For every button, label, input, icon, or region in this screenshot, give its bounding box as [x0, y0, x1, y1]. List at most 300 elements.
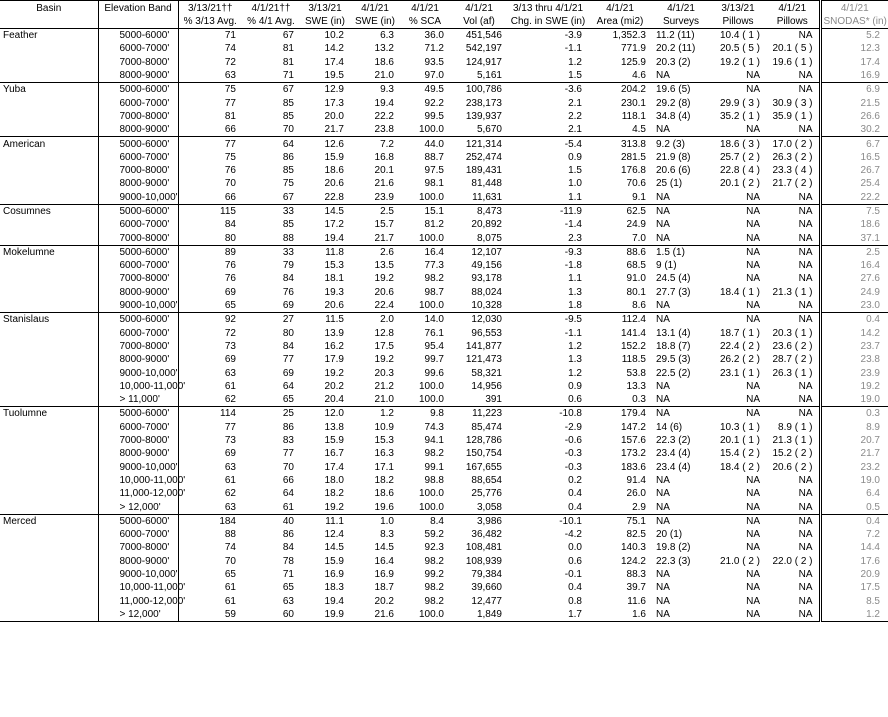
header-cell-r2-c12: Pillows — [766, 15, 820, 29]
data-cell: 76 — [224, 165, 236, 177]
data-cell: 100.0 — [418, 124, 444, 136]
data-cell: 100.0 — [418, 488, 444, 500]
data-cell: 12.8 — [374, 327, 394, 339]
data-cell: 19.4 — [374, 97, 394, 109]
basin-name-cell — [0, 56, 98, 69]
data-cell: 18.0 — [324, 474, 344, 486]
data-cell: 88.7 — [424, 151, 444, 163]
data-cell: 81.2 — [424, 219, 444, 231]
data-cell: 21.7 — [324, 124, 344, 136]
snodas-cell: 14.2 — [820, 327, 888, 340]
data-cell: NA — [798, 260, 813, 272]
data-cell: 69 — [224, 448, 236, 460]
data-cell: 313.8 — [588, 137, 652, 151]
data-cell: 11.8 — [300, 245, 350, 259]
data-cell: 17.1 — [374, 461, 394, 473]
data-cell: 81 — [282, 56, 294, 68]
data-cell: 25.7 ( 2 ) — [719, 151, 760, 163]
data-cell: 18.4 ( 2 ) — [719, 461, 760, 473]
data-cell: 13.1 (4) — [656, 327, 691, 339]
basin-name-cell — [0, 500, 98, 514]
data-cell: 29.2 (8) — [656, 97, 691, 109]
elevation-band-cell: 8000-9000' — [98, 69, 178, 83]
snodas-cell: 20.9 — [820, 568, 888, 581]
basin-name-cell — [0, 380, 98, 393]
table-row — [0, 29, 888, 43]
data-cell: NA — [766, 407, 820, 421]
data-cell: 92.2 — [424, 97, 444, 109]
snodas-cell: 19.0 — [820, 474, 888, 487]
data-cell: 20.6 — [374, 286, 394, 298]
data-cell: 14.5 — [374, 542, 394, 554]
data-cell: 21.2 — [374, 380, 394, 392]
data-cell: 2.9 — [632, 501, 646, 513]
basin-name-cell — [0, 164, 98, 177]
data-cell: NA — [652, 608, 710, 622]
data-cell: 35.2 ( 1 ) — [719, 110, 760, 122]
data-cell: -9.3 — [508, 245, 588, 259]
data-cell: 8.6 — [632, 300, 646, 312]
header-cell-r1-c8: 3/13 thru 4/1/21 — [508, 1, 588, 16]
data-cell: 2.1 — [568, 97, 582, 109]
data-cell: 5,670 — [476, 124, 502, 136]
data-cell: 20.4 — [324, 394, 344, 406]
data-cell: 83 — [282, 435, 294, 447]
data-cell: 118.5 — [621, 354, 646, 366]
data-cell: NA — [656, 488, 670, 500]
table-row — [0, 327, 888, 340]
basin-name-cell — [0, 218, 98, 231]
data-cell: 179.4 — [588, 407, 652, 421]
data-cell: NA — [766, 608, 820, 622]
data-cell: 22.0 ( 2 ) — [772, 555, 813, 567]
basin-name-cell: Yuba — [0, 83, 98, 97]
table-row — [0, 110, 888, 123]
data-cell: 114 — [178, 407, 242, 421]
data-cell: 20.0 — [324, 110, 344, 122]
data-cell: 69 — [224, 286, 236, 298]
data-cell: NA — [746, 394, 760, 406]
basin-name-cell: Tuolumne — [0, 407, 98, 421]
data-cell: 19.2 — [324, 501, 344, 513]
data-cell: 281.5 — [620, 151, 646, 163]
table-row — [0, 123, 888, 137]
data-cell: 91.4 — [626, 474, 646, 486]
table-row — [0, 164, 888, 177]
data-cell: 27 — [242, 313, 300, 327]
data-cell: 95.4 — [424, 340, 444, 352]
data-cell: 60 — [242, 608, 300, 622]
data-cell: -0.1 — [564, 569, 582, 581]
data-cell: 98.7 — [424, 286, 444, 298]
data-cell: 10.2 — [300, 29, 350, 43]
data-cell: 391 — [485, 394, 502, 406]
data-cell: 1,352.3 — [588, 29, 652, 43]
data-cell: 9 (1) — [656, 260, 677, 272]
header-cell-r1-c12: 4/1/21 — [766, 1, 820, 16]
basin-name-cell — [0, 191, 98, 205]
snodas-cell: 26.7 — [820, 164, 888, 177]
data-cell: 451,546 — [450, 29, 508, 43]
data-cell: 88,024 — [471, 286, 502, 298]
data-cell: -0.6 — [564, 435, 582, 447]
header-cell-r1-c1: Elevation Band — [98, 1, 178, 16]
data-cell: NA — [766, 245, 820, 259]
data-cell: 0.9 — [568, 151, 582, 163]
elevation-band-cell: 9000-10,000' — [98, 191, 178, 205]
table-row — [0, 393, 888, 407]
basin-name-cell — [0, 259, 98, 272]
data-cell: 125.9 — [620, 56, 646, 68]
table-row — [0, 286, 888, 299]
table-row — [0, 528, 888, 541]
data-cell: 140.3 — [620, 542, 646, 554]
data-cell: 15.9 — [324, 555, 344, 567]
data-cell: NA — [798, 501, 813, 513]
data-cell: -0.3 — [564, 461, 582, 473]
data-cell: 1.3 — [568, 286, 582, 298]
snodas-cell: 12.3 — [820, 42, 888, 55]
basin-name-cell — [0, 555, 98, 568]
header-cell-r1-c5: 4/1/21 — [350, 1, 400, 16]
data-cell: 19.2 ( 1 ) — [719, 56, 760, 68]
table-row — [0, 421, 888, 434]
data-cell: 121,473 — [465, 354, 502, 366]
data-cell: 9.3 — [350, 83, 400, 97]
data-cell: 1.5 — [568, 70, 582, 82]
data-cell: 26.2 ( 2 ) — [719, 354, 760, 366]
data-cell: 121,314 — [450, 137, 508, 151]
header-cell-r1-c6: 4/1/21 — [400, 1, 450, 16]
data-cell: 64 — [282, 488, 294, 500]
data-cell: 34.8 (4) — [656, 110, 691, 122]
elevation-band-cell: 6000-7000' — [98, 96, 178, 109]
data-cell: 22.2 — [374, 110, 394, 122]
data-cell: NA — [766, 83, 820, 97]
data-cell: 25 (1) — [656, 178, 683, 190]
data-cell: 20.2 (11) — [656, 43, 696, 55]
data-cell: 80 — [224, 232, 236, 244]
data-cell: NA — [656, 232, 670, 244]
elevation-band-cell: 5000-6000' — [98, 313, 178, 327]
table-row — [0, 500, 888, 514]
data-cell: 12,030 — [450, 313, 508, 327]
header-cell-r1-c11: 3/13/21 — [710, 1, 766, 16]
data-cell: 88.6 — [588, 245, 652, 259]
elevation-band-cell: 7000-8000' — [98, 541, 178, 554]
data-cell: 7.2 — [350, 137, 400, 151]
data-cell: 33 — [242, 204, 300, 218]
data-cell: 184 — [178, 514, 242, 528]
data-cell: 16.4 — [374, 555, 394, 567]
data-cell: 86 — [282, 151, 294, 163]
data-cell: 9.1 — [632, 191, 646, 203]
data-cell: 124.2 — [620, 555, 646, 567]
data-cell: 150,754 — [465, 448, 502, 460]
data-cell: 7.0 — [632, 232, 646, 244]
snodas-cell: 14.4 — [820, 541, 888, 554]
data-cell: 81,448 — [471, 178, 502, 190]
data-cell: NA — [746, 260, 760, 272]
data-cell: 14 (6) — [656, 421, 683, 433]
data-cell: 76.1 — [424, 327, 444, 339]
data-cell: 20.6 — [324, 178, 344, 190]
data-cell: 189,431 — [465, 165, 502, 177]
snodas-cell: 7.5 — [820, 204, 888, 218]
data-cell: 2.5 — [350, 204, 400, 218]
data-cell: 98.2 — [424, 595, 444, 607]
data-cell: 91.0 — [626, 273, 646, 285]
data-cell: 25 — [242, 407, 300, 421]
data-cell: 21.6 — [374, 178, 394, 190]
data-cell: 17.2 — [324, 219, 344, 231]
basin-name-cell: Stanislaus — [0, 313, 98, 327]
data-cell: 100.0 — [418, 380, 444, 392]
elevation-band-cell: 7000-8000' — [98, 164, 178, 177]
data-cell: NA — [746, 474, 760, 486]
data-cell: 1.8 — [568, 300, 582, 312]
data-cell: -1.1 — [564, 327, 582, 339]
data-cell: 18.8 (7) — [656, 340, 691, 352]
data-cell: NA — [746, 488, 760, 500]
data-cell: NA — [798, 232, 813, 244]
data-cell: 108,939 — [465, 555, 502, 567]
data-cell: NA — [798, 488, 813, 500]
table-row — [0, 56, 888, 69]
header-cell-r1-c7: 4/1/21 — [450, 1, 508, 16]
data-cell: 61 — [224, 582, 236, 594]
snodas-cell: 23.7 — [820, 340, 888, 353]
data-cell: 74 — [224, 542, 236, 554]
data-cell: NA — [746, 232, 760, 244]
data-cell: NA — [746, 273, 760, 285]
data-cell: 147.2 — [620, 421, 646, 433]
basin-name-cell — [0, 594, 98, 607]
data-cell: 98.2 — [424, 555, 444, 567]
data-cell: 18.3 — [324, 582, 344, 594]
data-cell: 21.9 (8) — [656, 151, 691, 163]
snodas-cell: 23.0 — [820, 299, 888, 313]
snodas-cell: 8.5 — [820, 594, 888, 607]
data-cell: 9.8 — [400, 407, 450, 421]
data-cell: 11.6 — [627, 595, 646, 607]
data-cell: 0.0 — [568, 542, 582, 554]
data-cell: 167,655 — [465, 461, 502, 473]
data-cell: 27.7 (3) — [656, 286, 691, 298]
data-cell: 66 — [224, 124, 236, 136]
data-cell: NA — [798, 273, 813, 285]
data-cell: 2.2 — [568, 110, 582, 122]
table-row — [0, 259, 888, 272]
data-cell: 65 — [224, 300, 236, 312]
table-row — [0, 137, 888, 151]
header-cell-r2-c9: Area (mi2) — [588, 15, 652, 29]
data-cell: -4.2 — [564, 529, 582, 541]
data-cell: 79,384 — [471, 569, 502, 581]
header-cell-r1-c0: Basin — [0, 1, 98, 16]
elevation-band-cell: 5000-6000' — [98, 137, 178, 151]
table-row — [0, 340, 888, 353]
data-cell: 98.1 — [424, 178, 444, 190]
basin-name-cell: Cosumnes — [0, 204, 98, 218]
data-cell: 20.1 ( 2 ) — [719, 178, 760, 190]
basin-name-cell — [0, 272, 98, 285]
elevation-band-cell: 7000-8000' — [98, 340, 178, 353]
table-row — [0, 581, 888, 594]
elevation-band-cell: 10,000-11,000' — [98, 474, 178, 487]
data-cell: 12,477 — [471, 595, 502, 607]
data-cell: 22.3 (2) — [656, 435, 691, 447]
data-cell: 21.0 ( 2 ) — [719, 555, 760, 567]
table-row — [0, 380, 888, 393]
elevation-band-cell: 8000-9000' — [98, 177, 178, 190]
data-cell: 14.5 — [300, 204, 350, 218]
snodas-cell: 6.4 — [820, 487, 888, 500]
header-cell-r2-c0 — [0, 15, 98, 29]
data-cell: 23.3 ( 4 ) — [772, 165, 813, 177]
snodas-cell: 0.3 — [820, 407, 888, 421]
data-cell: -3.6 — [508, 83, 588, 97]
data-cell: 21.7 — [374, 232, 394, 244]
data-cell: 8.4 — [400, 514, 450, 528]
data-cell: -1.4 — [564, 219, 582, 231]
basin-name-cell — [0, 123, 98, 137]
data-cell: 63 — [224, 461, 236, 473]
header-cell-r2-c2: % 3/13 Avg. — [178, 15, 242, 29]
data-cell: 12.9 — [300, 83, 350, 97]
data-cell: 20.6 (6) — [656, 165, 691, 177]
snodas-cell: 23.8 — [820, 353, 888, 366]
data-cell: 76 — [224, 273, 236, 285]
data-cell: 76 — [224, 260, 236, 272]
table-row — [0, 245, 888, 259]
table-row — [0, 407, 888, 421]
data-cell: NA — [656, 474, 670, 486]
snodas-cell: 1.2 — [820, 608, 888, 622]
data-cell: 49,156 — [471, 260, 502, 272]
data-cell: 65 — [282, 394, 294, 406]
data-cell: 64 — [282, 380, 294, 392]
data-cell: 15.2 ( 2 ) — [772, 448, 813, 460]
data-cell: 72 — [224, 56, 236, 68]
basin-name-cell — [0, 487, 98, 500]
data-cell: 16.9 — [324, 569, 344, 581]
data-cell: 70 — [224, 178, 236, 190]
header-cell-r1-c9: 4/1/21 — [588, 1, 652, 16]
header-cell-r2-c6: % SCA — [400, 15, 450, 29]
data-cell: 66 — [282, 474, 294, 486]
table-row — [0, 474, 888, 487]
data-cell: 99.6 — [424, 367, 444, 379]
elevation-band-cell: 6000-7000' — [98, 151, 178, 164]
basin-name-cell — [0, 366, 98, 379]
elevation-band-cell: 11,000-12,000' — [98, 487, 178, 500]
data-cell: 15.7 — [374, 219, 394, 231]
elevation-band-cell: 6000-7000' — [98, 218, 178, 231]
data-cell: 71.2 — [424, 43, 444, 55]
table-row — [0, 461, 888, 474]
data-cell: 230.1 — [620, 97, 646, 109]
data-cell: 10,328 — [471, 300, 502, 312]
snodas-cell: 2.5 — [820, 245, 888, 259]
table-row — [0, 555, 888, 568]
elevation-band-cell: 8000-9000' — [98, 353, 178, 366]
data-cell: 23.4 (4) — [656, 461, 691, 473]
data-cell: 1.2 — [568, 56, 582, 68]
data-cell: NA — [710, 608, 766, 622]
table-row — [0, 96, 888, 109]
data-cell: 77.3 — [424, 260, 444, 272]
data-cell: 1,849 — [450, 608, 508, 622]
data-cell: -9.5 — [508, 313, 588, 327]
snodas-cell: 6.7 — [820, 137, 888, 151]
data-cell: 16.2 — [324, 340, 344, 352]
snodas-cell: 17.6 — [820, 555, 888, 568]
elevation-band-cell: 10,000-11,000' — [98, 380, 178, 393]
data-cell: 79 — [282, 260, 294, 272]
snodas-cell: 21.5 — [820, 96, 888, 109]
data-cell: 88,654 — [471, 474, 502, 486]
table-row — [0, 299, 888, 313]
data-cell: NA — [656, 394, 670, 406]
data-cell: 80.1 — [626, 286, 646, 298]
elevation-band-cell: 8000-9000' — [98, 447, 178, 460]
basin-name-cell — [0, 299, 98, 313]
basin-name-cell — [0, 421, 98, 434]
data-cell: 2.0 — [350, 313, 400, 327]
data-cell: NA — [798, 474, 813, 486]
data-cell: NA — [656, 191, 670, 203]
data-cell: 19.9 — [300, 608, 350, 622]
data-cell: NA — [746, 529, 760, 541]
data-cell: 88.3 — [626, 569, 646, 581]
data-cell: 17.0 ( 2 ) — [766, 137, 820, 151]
data-cell: 0.9 — [568, 380, 582, 392]
basin-name-cell — [0, 340, 98, 353]
table-row — [0, 191, 888, 205]
header-cell-r2-c1 — [98, 15, 178, 29]
basin-name-cell: Mokelumne — [0, 245, 98, 259]
basin-name-cell — [0, 286, 98, 299]
basin-name-cell — [0, 110, 98, 123]
data-cell: 85 — [282, 110, 294, 122]
elevation-band-cell: 6000-7000' — [98, 421, 178, 434]
table-row — [0, 177, 888, 190]
basin-name-cell — [0, 528, 98, 541]
data-cell: NA — [656, 595, 670, 607]
data-cell: 157.6 — [620, 435, 646, 447]
data-cell: 39.7 — [626, 582, 646, 594]
snodas-cell: 16.9 — [820, 69, 888, 83]
data-cell: 67 — [242, 29, 300, 43]
elevation-band-cell: 9000-10,000' — [98, 299, 178, 313]
data-cell: 65 — [282, 582, 294, 594]
data-cell: 115 — [178, 204, 242, 218]
data-cell: 11.1 — [300, 514, 350, 528]
snodas-cell: 6.9 — [820, 83, 888, 97]
elevation-band-cell: 7000-8000' — [98, 231, 178, 245]
data-cell: 77 — [178, 137, 242, 151]
data-cell: -0.3 — [564, 448, 582, 460]
data-cell: 92 — [178, 313, 242, 327]
data-cell: NA — [746, 542, 760, 554]
elevation-band-cell: > 12,000' — [98, 500, 178, 514]
data-cell: 24.5 (4) — [656, 273, 691, 285]
data-cell: 1.1 — [568, 191, 582, 203]
basin-name-cell — [0, 474, 98, 487]
elevation-band-cell: 7000-8000' — [98, 110, 178, 123]
data-cell: 0.4 — [568, 488, 582, 500]
